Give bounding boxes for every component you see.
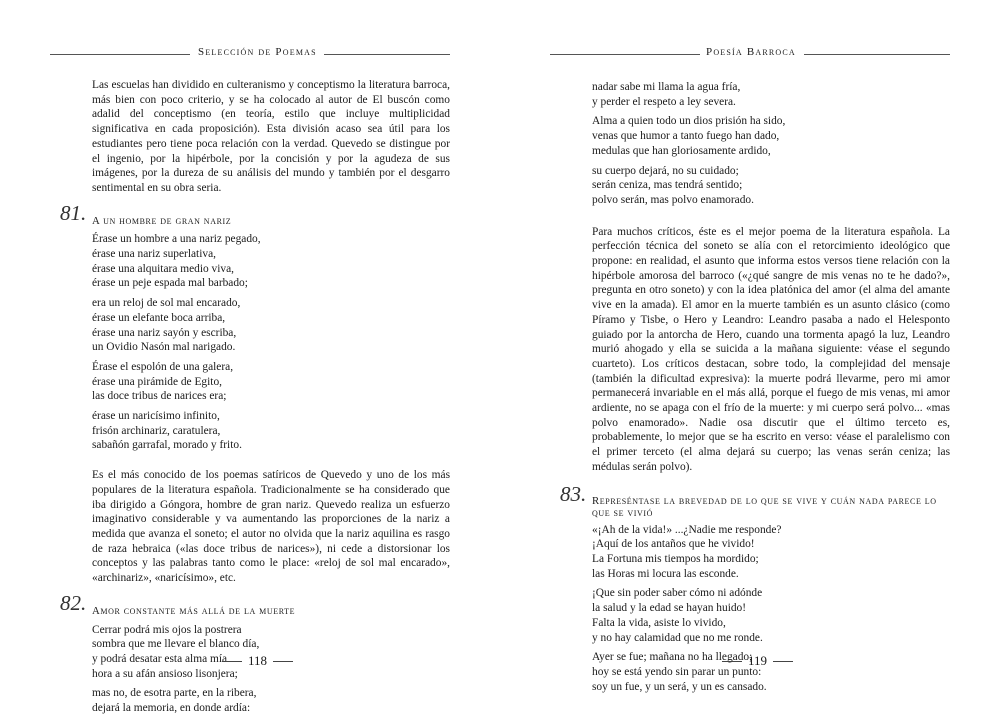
stanza (92, 232, 450, 291)
verse-line: un Ovidio Nasón mal narigado. (92, 341, 236, 354)
commentary-paragraph: Para muchos críticos, éste es el mejor poema de la literatura española. La perfección técnica del soneto se alía con el retorcimiento ideológico que propone: en realidad, el asunto que informa estos versos tiene relación con la hipérbole amorosa del barroco («¿qué sangre de mis venas no te he dado?», pregunta en otro soneto) y con la idea platónica del amor (el alma del amante vive en la amada). El amor en la muerte también es un asunto clásico (como Píramo y Tisbe, o Hero y Leandro: Leandro pasaba a nado el Helesponto guiado por la antorcha de Hero, cuando una tormenta apagó la luz, Leandro murió ahogado y ella se suicida a la mañana siguiente: véase el segundo cuarteto). Los críticos destacan, sobre todo, la complejidad del mensaje (también la dificultad expresiva): la muerte podrá llevarme, pero mi amor permanecerá invariable en el más allá, porque el fuego de mis venas, mi amor ardiente, no se apaga con el frío de la muerte: y mi cuerpo será polvo... «mas polvo enamorado». Nadie osa discutir que el último terceto es, probablemente, lo mejor que se ha escrito en verso: véase el paralelismo con el primer terceto (el alma dejará su cuerpo; las venas serán ceniza; las médulas serán polvo). (592, 225, 950, 473)
verse-line: la salud y la edad se hayan huido! (592, 602, 747, 615)
page-body (60, 78, 450, 721)
verse-line: hora a su afán ansioso lisonjera; (92, 667, 238, 680)
verse-line: nadar sabe mi llama la agua fría, (592, 81, 741, 93)
page-number: 118 (248, 653, 268, 668)
poem-title: A un hombre de gran nariz (92, 214, 232, 227)
stanza (592, 164, 950, 208)
verse-line: dejará la memoria, en donde ardía: (92, 702, 251, 715)
stanza (592, 80, 950, 109)
running-header (0, 46, 500, 62)
verse-line: érase una alquitara medio viva, (92, 262, 235, 275)
verse-line: Érase un hombre a una nariz pegado, (92, 233, 261, 246)
verse-line: érase una pirámide de Egito, (92, 375, 222, 388)
verse-line: «¡Ah de la vida!» ...¿Nadie me responde? (592, 523, 782, 536)
verse-line: érase una nariz superlativa, (92, 248, 216, 261)
poem-number: 83. (560, 481, 587, 506)
verse-line: érase un naricísimo infinito, (92, 410, 220, 423)
stanza (592, 523, 950, 582)
verse-line: soy un fue, y un será, y un es cansado. (592, 680, 767, 693)
folio-dash (273, 661, 293, 662)
poem-heading (60, 200, 450, 229)
stanza (592, 586, 950, 645)
stanza (92, 623, 450, 682)
poem-number: 82. (60, 590, 87, 615)
poem-title: Represéntase la brevedad de lo que se vive y cuán nada parece lo que se vivió (592, 494, 937, 519)
poem-82-continued (592, 80, 950, 208)
verse-line: y podrá desatar esta alma mía (92, 652, 228, 665)
page-number-footer (222, 653, 293, 669)
verse-line: hoy se está yendo sin parar un punto: (592, 665, 762, 678)
page-body (560, 80, 950, 699)
header-rule-right (324, 54, 450, 55)
running-header-title: Selección de Poemas (198, 46, 317, 58)
verse-line: Cerrar podrá mis ojos la postrera (92, 623, 242, 636)
poem-title: Amor constante más allá de la muerte (92, 604, 296, 617)
verse-line: era un reloj de sol mal encarado, (92, 297, 241, 310)
running-header (500, 46, 1000, 62)
verse-line: érase un peje espada mal barbado; (92, 277, 248, 290)
verse-line: érase una nariz sayón y escriba, (92, 326, 237, 339)
stanza (92, 686, 450, 715)
verse-line: Falta la vida, asiste lo vivido, (592, 616, 726, 629)
stanza (592, 114, 950, 158)
poem-heading (60, 590, 450, 619)
stanza (92, 409, 450, 453)
header-rule-left (550, 54, 700, 55)
folio-dash (222, 661, 242, 662)
stanza (92, 296, 450, 355)
running-header-title: Poesía Barroca (706, 46, 796, 58)
verse-line: Ayer se fue; mañana no ha llegado; (592, 651, 753, 664)
verse-line: érase un elefante boca arriba, (92, 311, 226, 324)
verse-line: La Fortuna mis tiempos ha mordido; (592, 552, 759, 565)
verse-line: ¡Aquí de los antaños que he vivido! (592, 538, 755, 551)
folio-dash (773, 661, 793, 662)
poem-82-text (92, 623, 450, 716)
poem-number: 81. (60, 200, 87, 225)
verse-line: polvo serán, mas polvo enamorado. (592, 193, 754, 206)
verse-line: y no hay calamidad que no me ronde. (592, 631, 763, 644)
verse-line: su cuerpo dejará, no su cuidado; (592, 164, 739, 177)
verse-line: venas que humor a tanto fuego han dado, (592, 130, 780, 143)
right-page (500, 0, 1000, 706)
verse-line: y perder el respeto a ley severa. (592, 95, 736, 108)
verse-line: frisón archinariz, caratulera, (92, 424, 221, 437)
verse-line: las doce tribus de narices era; (92, 390, 227, 403)
verse-line: ¡Que sin poder saber cómo ni adónde (592, 587, 763, 600)
left-page (0, 0, 500, 715)
poem-heading (560, 481, 950, 519)
verse-line: Alma a quien todo un dios prisión ha sido, (592, 115, 786, 128)
header-rule-right (804, 54, 950, 55)
verse-line: sombra que me llevare el blanco día, (92, 638, 260, 651)
page-number: 119 (748, 653, 768, 668)
folio-dash (722, 661, 742, 662)
intro-paragraph: Las escuelas han dividido en culteranismo y conceptismo la literatura barroca, más bien con poco criterio, y se ha colocado al autor de El buscón como adalid del conceptismo (en teoría, estilo que incluye multiplicidad significativa en cada proposición). Esta división acaso sea útil para los estudiantes pero tiene poca relación con la verdad. Quevedo se distingue por el ingenio, por la hipérbole, por la concisión y por la agudeza de sus imágenes, por la dureza de su análisis del mundo y también por el desgarro sentimental en su obra seria. (92, 79, 450, 194)
stanza (92, 360, 450, 404)
verse-line: medulas que han gloriosamente ardido, (592, 144, 771, 157)
verse-line: Érase el espolón de una galera, (92, 360, 234, 373)
verse-line: sabañón garrafal, morado y frito. (92, 439, 242, 452)
verse-line: serán ceniza, mas tendrá sentido; (592, 179, 743, 192)
header-rule-left (50, 54, 190, 55)
commentary-paragraph: Es el más conocido de los poemas satíricos de Quevedo y uno de los más populares de la literatura española. Tradicionalmente se ha considerado que iba dirigido a Góngora, hombre de gran nariz. Quevedo realiza un esfuerzo imaginativo considerable y va aumentando las proporciones de la nariz a medida que avanza el soneto; el autor no olvida que la nariz aquilina es rasgo de raza hebraica («las doce tribus de narices»), ni cede a distorsionar los conceptos y las palabras tanto como le place: «reloj de sol mal encarado», «archinariz», «naricísimo», etc. (92, 469, 450, 585)
page-number-footer (722, 653, 793, 669)
verse-line: las Horas mi locura las esconde. (592, 567, 739, 580)
verse-line: mas no, de esotra parte, en la ribera, (92, 687, 257, 700)
poem-81-text (92, 232, 450, 453)
